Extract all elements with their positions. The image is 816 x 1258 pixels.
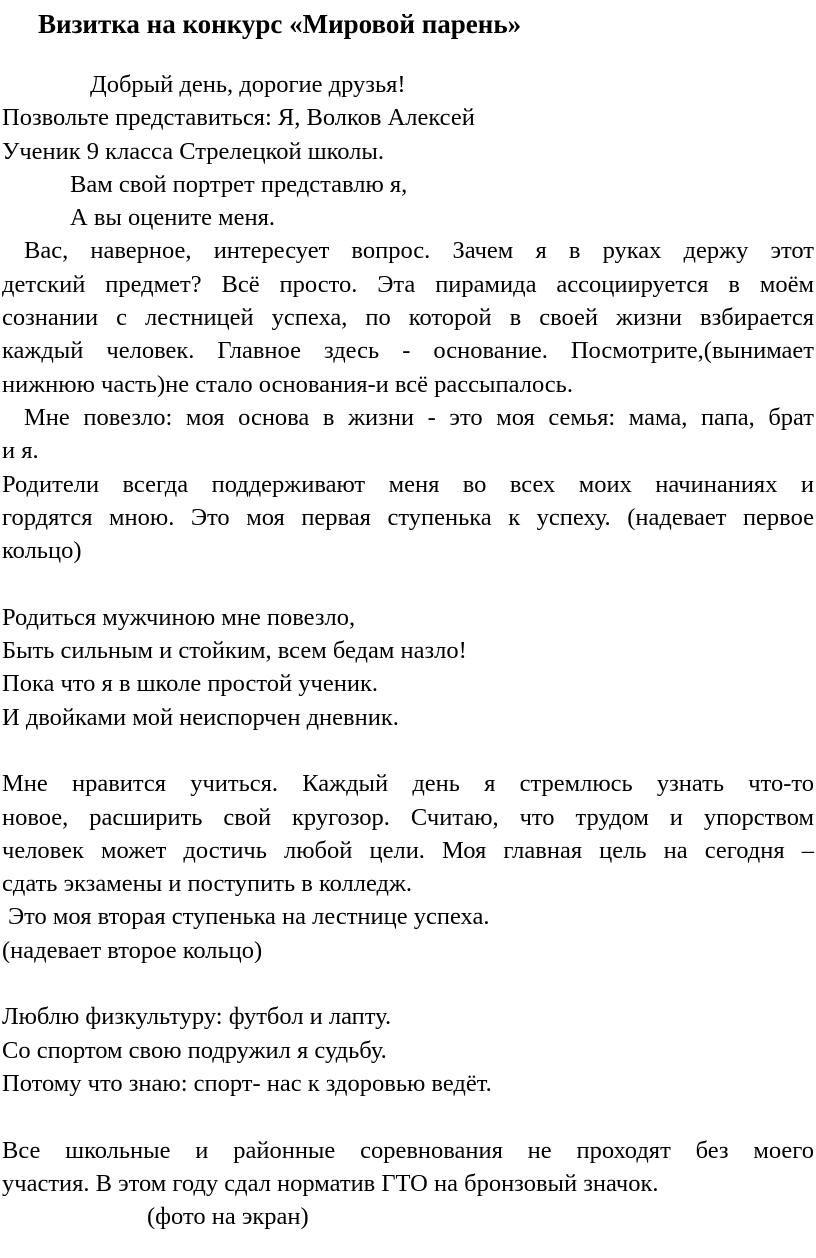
poem-line: Со спортом свою подружил я судьбу. bbox=[2, 1036, 387, 1064]
paragraph-line: и я. bbox=[2, 437, 39, 465]
paragraph-line: участия. В этом году сдал норматив ГТО на бронзовый значок. bbox=[2, 1169, 659, 1197]
poem-line: А вы оцените меня. bbox=[70, 204, 276, 232]
paragraph-line: кольцо) bbox=[2, 537, 82, 565]
paragraph-line: Все школьные и районные соревнования не проходят без моего bbox=[2, 1136, 814, 1164]
blank-line bbox=[2, 734, 814, 767]
document-body bbox=[2, 68, 814, 1233]
blank-line bbox=[2, 967, 814, 1000]
paragraph-line: нижнюю часть)не стало основания-и всё рассыпалось. bbox=[2, 370, 573, 398]
poem-line: Пока что я в школе простой ученик. bbox=[2, 670, 378, 698]
paragraph-line: Это моя вторая ступенька на лестнице успеха. bbox=[8, 903, 490, 931]
paragraph-line: сознании с лестницей успеха, по которой в своей жизни взбирается bbox=[2, 304, 814, 332]
paragraph-line: каждый человек. Главное здесь - основание. Посмотрите,(вынимает bbox=[2, 337, 814, 365]
blank-line bbox=[2, 1100, 814, 1133]
poem-line: Быть сильным и стойким, всем бедам назло! bbox=[2, 637, 467, 665]
paragraph-line: человек может достичь любой цели. Моя главная цель на сегодня – bbox=[2, 836, 814, 864]
paragraph-line: детский предмет? Всё просто. Эта пирамида ассоциируется в моём bbox=[2, 270, 814, 298]
poem-line: И двойками мой неиспорчен дневник. bbox=[2, 703, 399, 731]
blank-line bbox=[2, 567, 814, 600]
paragraph-line: Родители всегда поддерживают меня во всех моих начинаниях и bbox=[2, 470, 814, 498]
poem-line: Родиться мужчиною мне повезло, bbox=[2, 603, 356, 631]
paragraph-line: новое, расширить свой кругозор. Считаю, что трудом и упорством bbox=[2, 803, 814, 831]
intro-line: Ученик 9 класса Стрелецкой школы. bbox=[2, 137, 384, 165]
paragraph-line: Мне нравится учиться. Каждый день я стремлюсь узнать что-то bbox=[2, 770, 814, 798]
document-title: Визитка на конкурс «Мировой парень» bbox=[38, 9, 522, 39]
paragraph-line: гордятся мною. Это моя первая ступенька к успеху. (надевает первое bbox=[2, 503, 814, 531]
paragraph-line: сдать экзамены и поступить в колледж. bbox=[2, 870, 413, 898]
intro-line: Позвольте представиться: Я, Волков Алексей bbox=[2, 104, 475, 132]
stage-direction: (фото на экран) bbox=[147, 1203, 309, 1231]
poem-line: Вам свой портрет представлю я, bbox=[70, 170, 408, 198]
poem-line: Потому что знаю: спорт- нас к здоровью ведёт. bbox=[2, 1069, 492, 1097]
poem-line: Люблю физкультуру: футбол и лапту. bbox=[2, 1003, 392, 1031]
paragraph-line: Вас, наверное, интересует вопрос. Зачем я в руках держу этот bbox=[24, 237, 814, 265]
stage-direction: (надевает второе кольцо) bbox=[2, 936, 263, 964]
paragraph-line: Мне повезло: моя основа в жизни - это моя семья: мама, папа, брат bbox=[24, 403, 814, 431]
greeting-line: Добрый день, дорогие друзья! bbox=[90, 71, 406, 98]
